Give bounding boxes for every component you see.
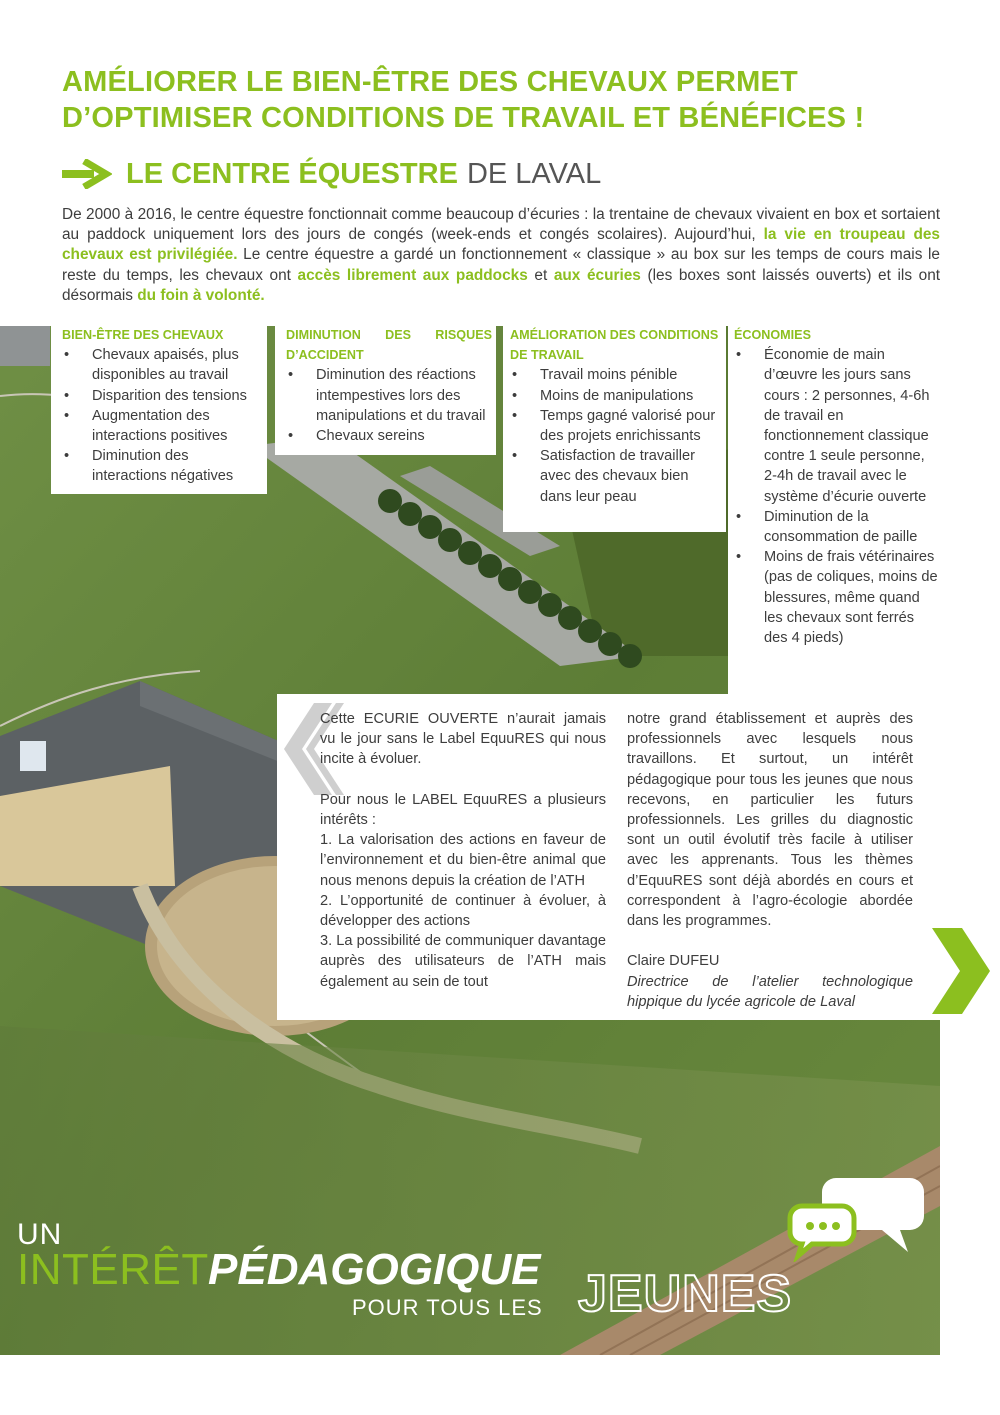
quote-left-column xyxy=(320,709,606,992)
list-item: • Économie de main d’œuvre les jours sans cours : 2 personnes, 4-6h de travail en fonctionnement classique contre 1 seule personne, 2-4h de travail avec le système d’écurie ouverte xyxy=(734,345,940,507)
column-heading: ÉCONOMIES xyxy=(734,328,811,342)
quote-signature: Claire DUFEU xyxy=(627,953,720,970)
list-item: • Moins de frais vétérinaires (pas de coliques, moins de blessures, même quand les chevaux sont ferrés des 4 pieds) xyxy=(734,547,940,648)
list-item: • Temps gagné valorisé pour des projets enrichissants xyxy=(510,406,720,446)
intro-text-1: De 2000 à 2016, le centre équestre fonctionnait comme beaucoup d’écuries : la trentaine de chevaux vivaient en box et sortaient au paddock uniquement lors des jours de congés (week-ends et congés scolaires). Aujourd’hui, xyxy=(62,206,940,244)
bullet-list xyxy=(286,365,492,446)
list-item: • Diminution de la consommation de paille xyxy=(734,507,940,547)
quote-role: Directrice de l’atelier technologique hippique du lycée agricole de Laval xyxy=(627,973,913,1010)
column-heading: BIEN-ÊTRE DES CHEVAUX xyxy=(62,328,224,342)
list-item: • Diminution des réactions intempestives lors des manipulations et du travail xyxy=(286,365,492,426)
quote-right-column xyxy=(627,709,913,1012)
subtitle-bold: LE CENTRE ÉQUESTRE xyxy=(126,157,458,190)
quote-paragraph: Cette ECURIE OUVERTE n’aurait jamais vu le jour sans le Label EquuRES qui nous incite à évoluer. xyxy=(320,711,606,768)
list-item: • Diminution des interactions négatives xyxy=(62,446,260,486)
section-subtitle xyxy=(62,156,601,192)
bullet-list xyxy=(734,345,940,648)
intro-highlight-3: aux écuries xyxy=(553,266,641,284)
intro-text-3: et xyxy=(527,266,554,284)
list-item: • Travail moins pénible xyxy=(510,365,720,385)
bullet-list xyxy=(62,345,260,486)
list-item: • Moins de manipulations xyxy=(510,386,720,406)
intro-highlight-2: accès librement aux paddocks xyxy=(297,266,528,284)
intro-highlight-4: du foin à volonté. xyxy=(137,286,265,304)
headline-pedagogique: PÉDAGOGIQUE xyxy=(208,1245,541,1294)
column-economies xyxy=(734,325,940,648)
list-item: • Satisfaction de travailler avec des chevaux bien dans leur peau xyxy=(510,446,720,507)
intro-text-2: Le centre équestre a gardé un fonctionnement « classique » au box sur les temps de cours mais le reste du temps, les chevaux ont xyxy=(62,246,940,284)
intro-paragraph xyxy=(62,205,940,306)
quote-spacer xyxy=(627,931,913,951)
headline-jeunes: JEUNES xyxy=(578,1265,793,1323)
subtitle-rest: DE LAVAL xyxy=(466,157,602,190)
quote-paragraph: Pour nous le LABEL EquuRES a plusieurs intérêts : xyxy=(320,791,606,829)
list-item: • Chevaux sereins xyxy=(286,426,492,446)
quote-paragraph: notre grand établissement et auprès des professionnels avec lesquels nous travaillons. Et surtout, un intérêt pédagogique pour tous les jeunes que nous recevons, en particulier les futurs professionnels. Les grilles du diagnostic sont un outil évolutif très facile à utiliser avec les apprenants. Tous les thèmes d’EquuRES sont déjà abordés en cours et correspondent à l’agro-écologie abordée dans les programmes. xyxy=(627,711,913,930)
headline-pour: POUR TOUS LES xyxy=(352,1295,543,1320)
page-title: AMÉLIORER LE BIEN-ÊTRE DES CHEVAUX PERMET D’OPTIMISER CONDITIONS DE TRAVAIL ET BÉNÉFICES ! xyxy=(62,66,865,134)
column-heading: AMÉLIORATION DES CONDITIONS DE TRAVAIL xyxy=(510,328,719,363)
intro-highlight-1: la vie en troupeau des chevaux est privilégiée. xyxy=(62,226,940,264)
column-heading: DIMINUTION DES RISQUES D’ACCIDENT xyxy=(286,328,492,363)
list-item: • Augmentation des interactions positives xyxy=(62,406,260,446)
arrow-right-icon xyxy=(62,159,112,189)
bullet-list xyxy=(510,365,720,506)
headline-un: UN xyxy=(17,1218,63,1251)
list-item: • Chevaux apaisés, plus disponibles au travail xyxy=(62,345,260,385)
headline-interet: INTÉRÊT xyxy=(17,1245,209,1294)
quote-paragraph: 2. L’opportunité de continuer à évoluer, à développer des actions xyxy=(320,892,606,930)
quote-paragraph: 3. La possibilité de communiquer davantage auprès des utilisateurs de l’ATH mais également au sein de tout xyxy=(320,933,606,990)
column-risques xyxy=(286,325,492,446)
quote-spacer xyxy=(320,770,606,790)
column-bien-etre xyxy=(62,325,260,487)
speech-bubbles-icon xyxy=(786,1172,926,1262)
quote-paragraph: 1. La valorisation des actions en faveur de l’environnement et du bien-être animal que nous menons depuis la création de l’ATH xyxy=(320,832,606,889)
column-conditions xyxy=(510,325,720,507)
close-quote-icon xyxy=(932,928,990,1014)
intro-text-4: (les boxes sont laissés ouverts) et ils ont désormais xyxy=(62,266,941,304)
list-item: • Disparition des tensions xyxy=(62,386,260,406)
